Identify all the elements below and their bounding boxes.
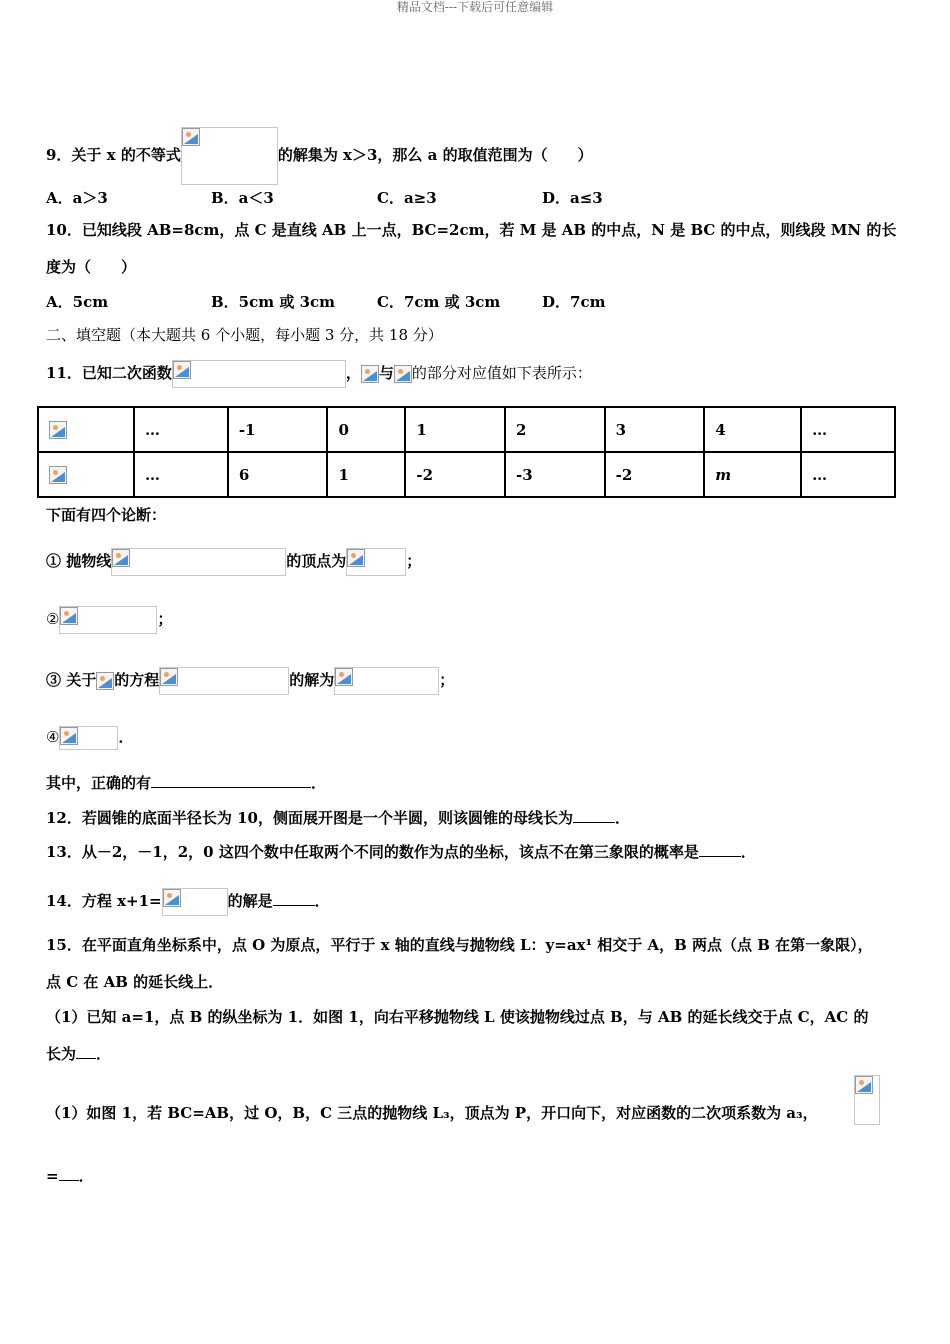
question-13 (46, 842, 756, 862)
q10-option-b: B．5cm 或 3cm (211, 293, 336, 311)
question-9 (46, 127, 593, 185)
claim-2-end: ； (157, 610, 173, 628)
x-label-image (49, 421, 67, 439)
equation-image (159, 667, 289, 695)
q11-and: 与 (378, 364, 394, 382)
parabola-image (111, 548, 286, 576)
broken-image-icon (49, 466, 67, 484)
claim-4 (46, 726, 133, 750)
broken-image-icon (60, 727, 78, 745)
table-row (38, 452, 895, 497)
q14-prefix: 14．方程 x+1= (46, 892, 162, 910)
x-variable-image (361, 365, 379, 383)
page-header: 精品文档---下载后可任意编辑 (396, 0, 554, 14)
q11-answer (46, 773, 326, 793)
broken-image-icon (182, 128, 200, 146)
table-cell (38, 452, 134, 497)
broken-image-icon (163, 889, 181, 907)
answer-blank (59, 1180, 79, 1181)
broken-image-icon (112, 549, 130, 567)
inequality-image (181, 127, 278, 185)
value-table (37, 406, 896, 498)
table-cell: -1 (228, 407, 328, 452)
table-cell: 0 (327, 407, 405, 452)
q15-part1-line1: （1）已知 a=1，点 B 的纵坐标为 1．如图 1，向右平移抛物线 L 使该抛物线过点 B，与 AB 的延长线交于点 C，AC 的 (46, 1008, 869, 1026)
q15-part2-end: ． (78, 1167, 94, 1185)
q14-suffix: 的解是 (227, 892, 273, 910)
broken-image-icon (335, 668, 353, 686)
q10-option-d: D．7cm (542, 293, 606, 311)
broken-image-icon (49, 421, 67, 439)
q13-text: 13．从－2，－1，2，0 这四个数中任取两个不同的数作为点的坐标，该点不在第三象限的概率是 (46, 843, 699, 861)
answer-blank (151, 787, 311, 788)
claim-3-mid1: 的方程 (114, 671, 160, 689)
q15-part2-line1: （1）如图 1，若 BC=AB，过 O，B，C 三点的抛物线 L₃，顶点为 P，开口向下，对应函数的二次项系数为 a₃， (46, 1104, 818, 1122)
q15-part1-end: ． (96, 1045, 112, 1063)
table-cell: 6 (228, 452, 328, 497)
expression-image (854, 1075, 880, 1125)
table-cell: 4 (704, 407, 801, 452)
answer-blank (273, 905, 315, 906)
q9-option-a: A．a＞3 (46, 189, 108, 207)
question-14 (46, 888, 330, 916)
x-variable-image (96, 672, 114, 690)
question-12 (46, 808, 630, 828)
broken-image-icon (361, 365, 379, 383)
answer-blank (573, 822, 615, 823)
fraction-image (162, 888, 228, 916)
table-cell: … (134, 452, 228, 497)
q11-prefix: 11．已知二次函数 (46, 364, 172, 382)
q11-comma: ， (345, 364, 361, 382)
broken-image-icon (394, 365, 412, 383)
q11-answer-end: ． (311, 774, 327, 792)
answer-blank (699, 856, 741, 857)
q10-option-c: C．7cm 或 3cm (377, 293, 501, 311)
table-row (38, 407, 895, 452)
table-cell: … (801, 452, 895, 497)
claim-1 (46, 548, 421, 576)
q10-line2: 度为（ ） (46, 258, 137, 276)
claim-4-prefix: ④ (46, 728, 60, 746)
q15-part1-label: 长为 (46, 1045, 77, 1063)
q9-prefix: 9．关于 x 的不等式 (46, 146, 181, 164)
table-cell (38, 407, 134, 452)
claim-1-end: ； (406, 552, 422, 570)
q12-text: 12．若圆锥的底面半径长为 10，侧面展开图是一个半圆，则该圆锥的母线长为 (46, 809, 573, 827)
q10-option-a: A．5cm (46, 293, 109, 311)
q11-answer-label: 其中，正确的有 (46, 774, 152, 792)
claim-3 (46, 667, 454, 695)
table-cell: … (801, 407, 895, 452)
q14-end: ． (314, 892, 330, 910)
question-11 (46, 360, 592, 388)
table-cell: -2 (605, 452, 705, 497)
y-variable-image (394, 365, 412, 383)
q9-option-c: C．a≥3 (377, 189, 437, 207)
q15-line1: 15．在平面直角坐标系中，点 O 为原点，平行于 x 轴的直线与抛物线 L：y=ax¹ 相交于 A，B 两点（点 B 在第一象限）， (46, 936, 873, 954)
broken-image-icon (60, 607, 78, 625)
answer-blank (76, 1058, 96, 1059)
claim-1-mid: 的顶点为 (286, 552, 347, 570)
claim-2-prefix: ② (46, 610, 60, 628)
q11-intro: 下面有四个论断： (46, 506, 167, 524)
q15-part2-label: = (46, 1167, 59, 1185)
claim-1-prefix: ① 抛物线 (46, 552, 112, 570)
table-cell: 3 (605, 407, 705, 452)
broken-image-icon (855, 1076, 873, 1094)
q15-part1-line2 (46, 1044, 111, 1064)
vertex-image (346, 548, 406, 576)
q15-part2-line2 (46, 1166, 94, 1186)
q9-option-d: D．a≤3 (542, 189, 603, 207)
claim-4-image (59, 726, 118, 750)
table-cell: … (134, 407, 228, 452)
claim-2-image (59, 606, 157, 634)
claim-4-end: ． (118, 728, 134, 746)
q10-line1: 10．已知线段 AB=8cm，点 C 是直线 AB 上一点，BC=2cm，若 M 是 AB 的中点，N 是 BC 的中点，则线段 MN 的长 (46, 221, 897, 239)
claim-2 (46, 606, 172, 634)
q12-end: ． (614, 809, 630, 827)
table-cell: -3 (505, 452, 605, 497)
broken-image-icon (173, 361, 191, 379)
y-label-image (49, 466, 67, 484)
claim-3-mid2: 的解为 (289, 671, 335, 689)
table-cell: 2 (505, 407, 605, 452)
claim-3-end: ； (439, 671, 455, 689)
q15-line2: 点 C 在 AB 的延长线上． (46, 973, 224, 991)
q9-option-b: B．a＜3 (211, 189, 274, 207)
broken-image-icon (347, 549, 365, 567)
function-image (172, 360, 346, 388)
table-cell: 1 (327, 452, 405, 497)
broken-image-icon (96, 672, 114, 690)
claim-3-prefix: ③ 关于 (46, 671, 97, 689)
section-title: 二、填空题（本大题共 6 个小题，每小题 3 分，共 18 分） (46, 326, 443, 344)
broken-image-icon (160, 668, 178, 686)
table-cell: 1 (405, 407, 505, 452)
table-cell: -2 (405, 452, 505, 497)
solution-image (334, 667, 439, 695)
q11-suffix: 的部分对应值如下表所示： (411, 364, 592, 382)
q9-suffix: 的解集为 x＞3，那么 a 的取值范围为（ ） (277, 146, 593, 164)
q13-end: ． (740, 843, 756, 861)
table-cell: m (704, 452, 801, 497)
